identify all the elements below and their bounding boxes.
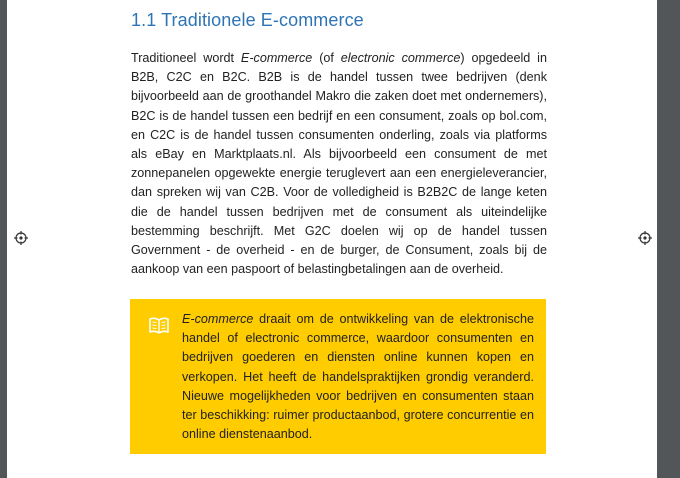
callout-emphasis: E-commerce xyxy=(182,312,254,326)
paragraph-emphasis-2: electronic commerce xyxy=(340,51,461,65)
callout-text xyxy=(182,310,534,444)
viewer-gutter-right[interactable] xyxy=(657,0,680,478)
paragraph-text-3: ) opgedeeld in B2B, C2C en B2C. B2B is de handel tussen twee bedrijven (denk bijvoorbeeld aan de groothandel Makro die zaken doet met ondernemers), B2C is de handel tussen een bedrijf en een consument, zoals op bol.com, en C2C is de handel tussen consumenten onderling, zoals via platforms als eBay en Marktplaats.nl. Als bijvoorbeeld een consument de met zonnepanelen opgewekte energie teruglevert aan een energieleverancier, dan spreken wij van C2B. Voor de volledigheid is B2B2C de lange keten die de handel tussen bedrijven met de consument als uiteindelijke bestemming beschrijft. Met G2C doelen wij op de handel tussen Government - de overheid - en de burger, de Consument, zoals bij de aankoop van een paspoort of belastingbetalingen aan de overheid. xyxy=(131,51,547,277)
paragraph-emphasis-1: E-commerce xyxy=(240,51,313,65)
paragraph-text-2: (of xyxy=(312,51,341,65)
book-icon xyxy=(148,316,170,334)
body-paragraph xyxy=(131,49,547,279)
definition-callout xyxy=(130,299,546,454)
crosshair-icon xyxy=(638,231,652,245)
viewer-gutter-left xyxy=(0,0,7,478)
section-heading: 1.1 Traditionele E-commerce xyxy=(131,10,364,30)
document-page xyxy=(7,0,657,478)
paragraph-text-1: Traditioneel wordt xyxy=(131,51,241,65)
crosshair-icon xyxy=(14,231,28,245)
callout-body: draait om de ontwikkeling van de elektronische handel of electronic commerce, waardoor consumenten en bedrijven goederen en diensten online kunnen kopen en verkopen. Het heeft de handelspraktijken grondig veranderd. Nieuwe mogelijkheden voor bedrijven en consumenten staan ter beschikking: ruimer productaanbod, grotere concurrentie en online dienstenaanbod. xyxy=(182,312,534,442)
